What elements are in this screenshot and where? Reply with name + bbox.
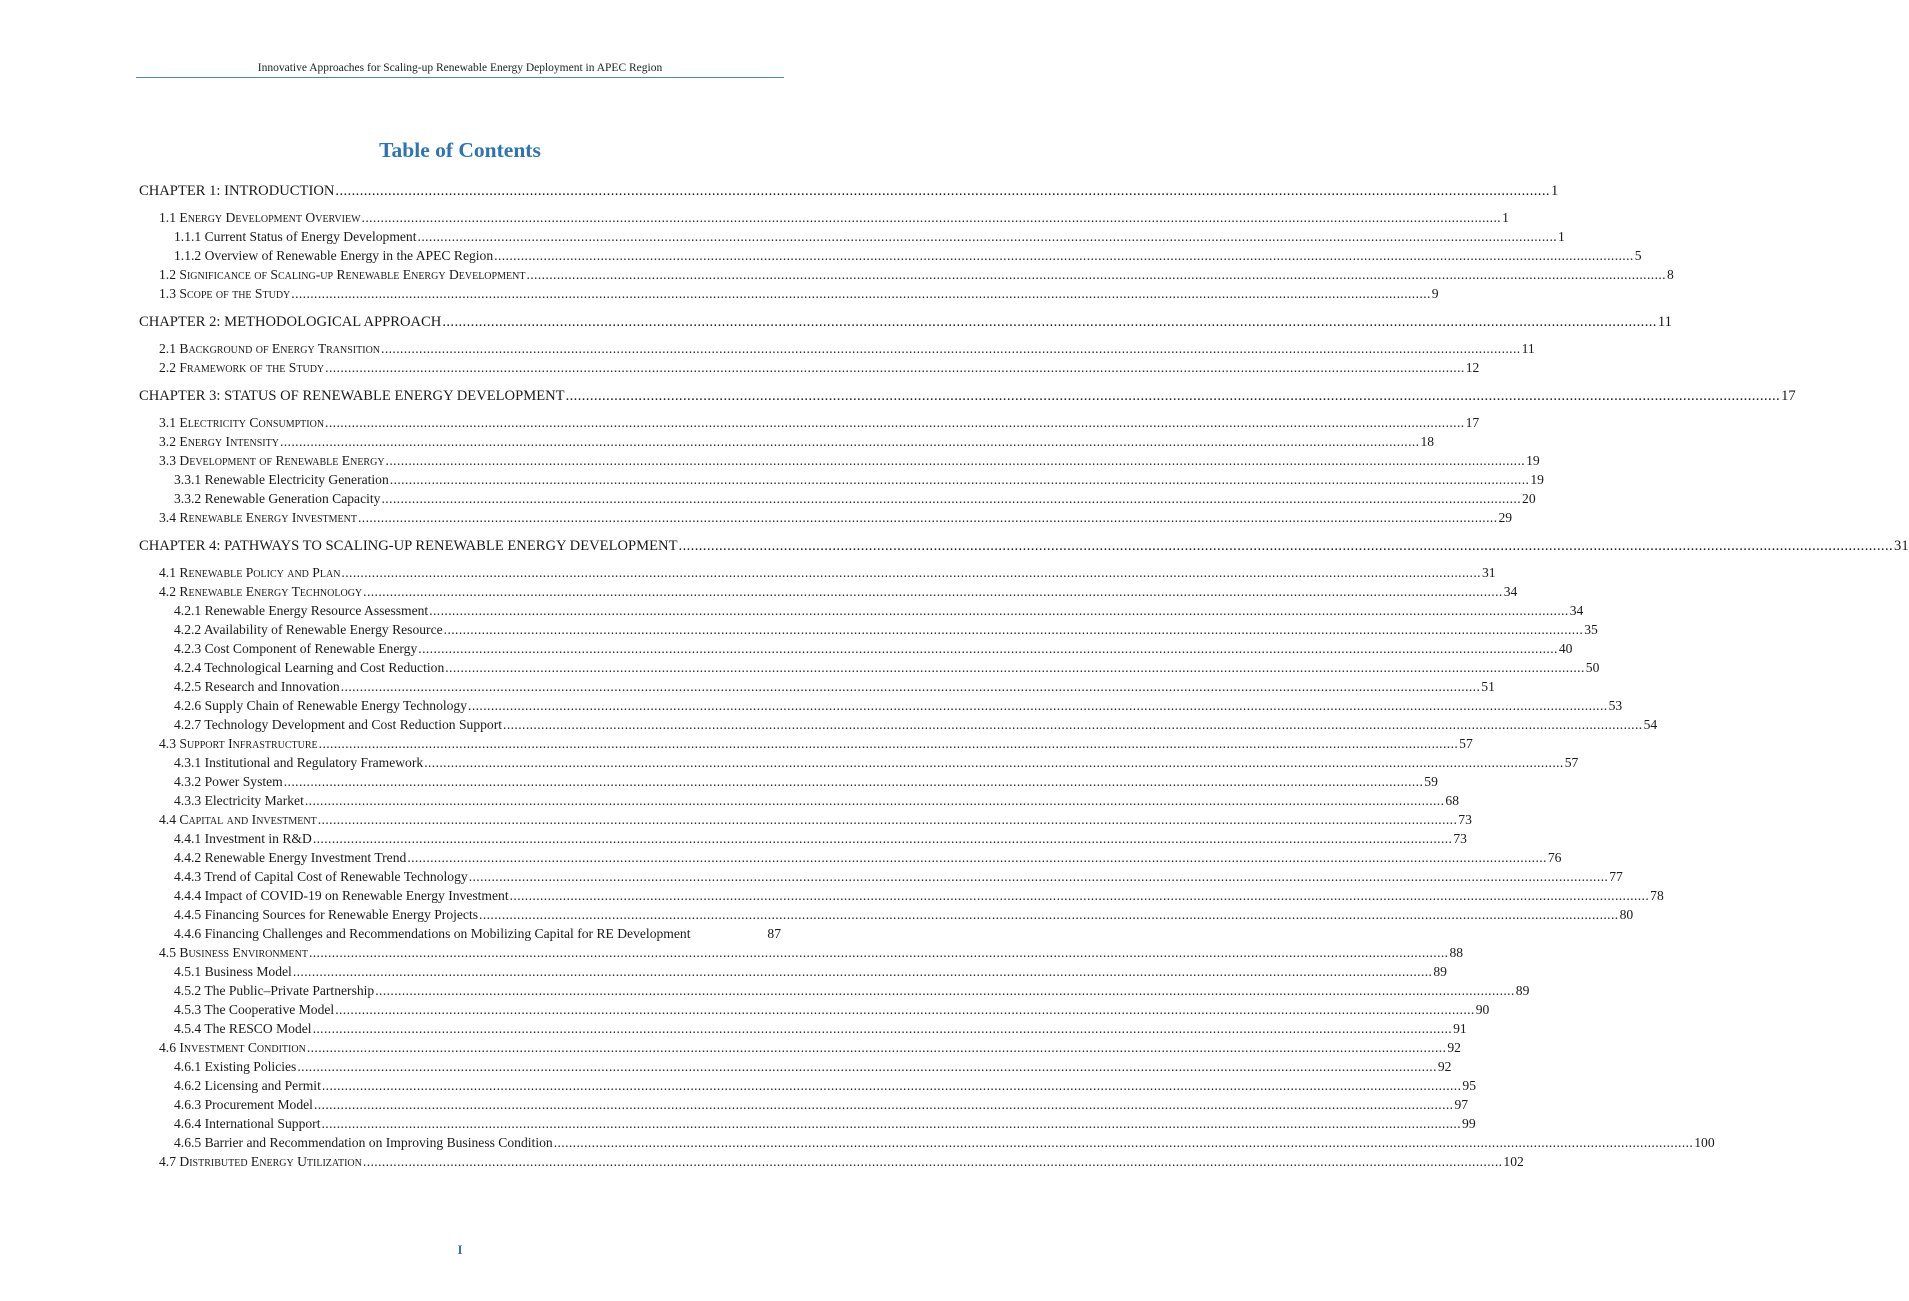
toc-subsection-entry[interactable] (139, 246, 1642, 265)
toc-dot-leader: ............................................................................................................................................................................................................................................................................................................ (385, 453, 1526, 468)
toc-entry-label: CHAPTER 1: INTRODUCTION (139, 183, 335, 199)
toc-dot-leader: ............................................................................................................................................................................................................................................................................................................ (445, 660, 1585, 675)
toc-entry-label: 4.3.3 Electricity Market (174, 793, 304, 808)
toc-subsection-entry[interactable] (139, 470, 1544, 489)
toc-subsection-entry[interactable] (139, 1095, 1469, 1114)
toc-dot-leader: ............................................................................................................................................................................................................................................................................................................ (468, 698, 1608, 713)
toc-entry-page: 51 (1481, 679, 1495, 694)
toc-section-entry[interactable] (139, 810, 1472, 829)
toc-dot-leader: ............................................................................................................................................................................................................................................................................................................ (362, 1154, 1503, 1169)
toc-dot-leader: ............................................................................................................................................................................................................................................................................................................ (361, 210, 1502, 225)
toc-dot-leader: ............................................................................................................................................................................................................................................................................................................ (318, 736, 1459, 751)
toc-entry-label: 4.2.7 Technology Development and Cost Reduction Support (174, 717, 503, 732)
toc-entry-label: 4.1 Renewable Policy and Plan (159, 565, 341, 580)
toc-subsection-entry[interactable] (139, 829, 1467, 848)
toc-section-entry[interactable] (139, 339, 1535, 358)
toc-entry-label: 4.4.5 Financing Sources for Renewable Energy Projects (174, 907, 479, 922)
toc-entry-page: 17 (1781, 388, 1796, 404)
toc-dot-leader: ............................................................................................................................................................................................................................................................................................................ (341, 565, 1481, 580)
toc-dot-leader: ............................................................................................................................................................................................................................................................................................................ (509, 888, 1650, 903)
toc-entry-page: 40 (1558, 641, 1573, 656)
toc-dot-leader: ............................................................................................................................................................................................................................................................................................................ (479, 907, 1619, 922)
toc-entry-page: 78 (1650, 888, 1664, 903)
toc-dot-leader: ............................................................................................................................................................................................................................................................................................................ (312, 1021, 1453, 1036)
toc-subsection-entry[interactable] (139, 962, 1447, 981)
toc-dot-leader: ............................................................................................................................................................................................................................................................................................................ (381, 341, 1521, 356)
toc-dot-leader: ............................................................................................................................................................................................................................................................................................................ (335, 183, 1550, 199)
toc-entry-label: 4.2.4 Technological Learning and Cost Reduction (174, 660, 445, 675)
toc-dot-leader: ............................................................................................................................................................................................................................................................................................................ (443, 622, 1584, 637)
toc-dot-leader: ............................................................................................................................................................................................................................................................................................................ (283, 774, 1424, 789)
toc-section-entry[interactable] (139, 208, 1509, 227)
toc-section-entry[interactable] (139, 358, 1480, 377)
toc-entry-page: 95 (1462, 1078, 1476, 1093)
toc-subsection-entry[interactable] (139, 601, 1584, 620)
toc-entry-label: 4.5.2 The Public–Private Partnership (174, 983, 375, 998)
toc-entry-page: 12 (1465, 360, 1480, 375)
toc-dot-leader: ............................................................................................................................................................................................................................................................................................................ (304, 793, 1445, 808)
toc-entry-page: 31 (1481, 565, 1496, 580)
toc-dot-leader: ............................................................................................................................................................................................................................................................................................................ (553, 1135, 1694, 1150)
toc-entry-label: 3.4 Renewable Energy Investment (159, 510, 357, 525)
toc-entry-page: 100 (1694, 1135, 1715, 1150)
toc-entry-label: 4.3 Support Infrastructure (159, 736, 318, 751)
toc-dot-leader: ............................................................................................................................................................................................................................................................................................................ (417, 229, 1558, 244)
toc-entry-label: 4.6 Investment Condition (159, 1040, 306, 1055)
toc-entry-label: 3.1 Electricity Consumption (159, 415, 325, 430)
toc-dot-leader: ............................................................................................................................................................................................................................................................................................................ (565, 388, 1781, 404)
toc-entry-label: 4.4.4 Impact of COVID-19 on Renewable Energy Investment (174, 888, 509, 903)
toc-entry-label: 4.6.2 Licensing and Permit (174, 1078, 321, 1093)
toc-section-entry[interactable] (139, 284, 1439, 303)
toc-entry-label: 2.2 Framework of the Study (159, 360, 325, 375)
toc-chapter-entry[interactable] (139, 386, 1796, 406)
toc-entry-label: 4.2.1 Renewable Energy Resource Assessment (174, 603, 429, 618)
toc-entry-page: 50 (1585, 660, 1600, 675)
toc-entry-label: 4.2 Renewable Energy Technology (159, 584, 363, 599)
toc-dot-leader: ............................................................................................................................................................................................................................................................................................................ (325, 415, 1465, 430)
toc-entry-label: 1.2 Significance of Scaling-up Renewable Energy Development (159, 267, 526, 282)
toc-section-entry[interactable] (139, 265, 1674, 284)
toc-dot-leader: ............................................................................................................................................................................................................................................................................................................ (325, 360, 1465, 375)
page-number: I (457, 1242, 463, 1257)
toc-entry-label: CHAPTER 2: METHODOLOGICAL APPROACH (139, 314, 442, 330)
toc-subsection-entry[interactable] (139, 677, 1495, 696)
toc-entry-page: 92 (1437, 1059, 1452, 1074)
toc-chapter-entry[interactable] (139, 181, 1559, 201)
header-rule (136, 77, 784, 78)
toc-dot-leader: ............................................................................................................................................................................................................................................................................................................ (308, 945, 1449, 960)
toc-entry-page: 29 (1498, 510, 1513, 525)
toc-subsection-entry[interactable] (139, 1076, 1476, 1095)
toc-entry-page: 73 (1453, 831, 1467, 846)
toc-dot-leader: ............................................................................................................................................................................................................................................................................................................ (389, 472, 1530, 487)
running-header: Innovative Approaches for Scaling-up Renewable Energy Deployment in APEC Region (257, 62, 663, 74)
toc-dot-leader: ............................................................................................................................................................................................................................................................................................................ (321, 1078, 1462, 1093)
toc-entry-label: 1.3 Scope of the Study (159, 286, 291, 301)
toc-entry-page: 99 (1462, 1116, 1476, 1131)
toc-entry-label: 3.2 Energy Intensity (159, 434, 279, 449)
toc-section-entry[interactable] (139, 943, 1464, 962)
toc-section-entry[interactable] (139, 432, 1435, 451)
toc-entry-label: 4.4.2 Renewable Energy Investment Trend (174, 850, 407, 865)
toc-subsection-entry[interactable] (139, 1133, 1715, 1152)
toc-subsection-entry[interactable] (139, 227, 1565, 246)
toc-dot-leader: ............................................................................................................................................................................................................................................................................................................ (340, 679, 1481, 694)
toc-entry-page: 88 (1449, 945, 1464, 960)
toc-entry-page: 80 (1619, 907, 1634, 922)
toc-entry-label: 4.6.3 Procurement Model (174, 1097, 313, 1112)
toc-entry-page: 59 (1424, 774, 1438, 789)
toc-dot-leader: ............................................................................................................................................................................................................................................................................................................ (306, 1040, 1447, 1055)
toc-entry-page: 54 (1643, 717, 1658, 732)
toc-entry-label: 4.5.4 The RESCO Model (174, 1021, 312, 1036)
toc-dot-leader: ............................................................................................................................................................................................................................................................................................................ (279, 434, 1420, 449)
toc-section-entry[interactable] (139, 734, 1473, 753)
toc-entry-page: 76 (1547, 850, 1562, 865)
toc-entry-label: 3.3.2 Renewable Generation Capacity (174, 491, 381, 506)
toc-dot-leader: ............................................................................................................................................................................................................................................................................................................ (442, 314, 1657, 330)
toc-subsection-entry[interactable] (139, 620, 1598, 639)
toc-entry-label: 4.4.1 Investment in R&D (174, 831, 312, 846)
toc-entry-page: 11 (1657, 314, 1672, 330)
toc-entry-label: 4.2.6 Supply Chain of Renewable Energy Technology (174, 698, 468, 713)
toc-section-entry[interactable] (139, 508, 1513, 527)
toc-dot-leader: ............................................................................................................................................................................................................................................................................................................ (335, 1002, 1475, 1017)
toc-section-entry[interactable] (139, 413, 1480, 432)
toc-entry-label: CHAPTER 4: PATHWAYS TO SCALING-UP RENEWABLE ENERGY DEVELOPMENT (139, 538, 678, 554)
toc-entry-page: 19 (1530, 472, 1544, 487)
toc-entry-label: 4.5 Business Environment (159, 945, 308, 960)
toc-entry-page: 1 (1502, 210, 1509, 225)
toc-entry-label: 4.4 Capital and Investment (159, 812, 317, 827)
toc-entry-page: 31 (1894, 538, 1909, 554)
toc-dot-leader: ............................................................................................................................................................................................................................................................................................................ (503, 717, 1643, 732)
toc-entry-page: 1 (1550, 183, 1559, 199)
toc-dot-leader: ............................................................................................................................................................................................................................................................................................................ (292, 964, 1433, 979)
toc-section-entry[interactable] (139, 1152, 1524, 1171)
toc-entry-label: 1.1 Energy Development Overview (159, 210, 361, 225)
toc-subsection-entry[interactable] (139, 1057, 1452, 1076)
toc-entry-label: 1.1.2 Overview of Renewable Energy in the APEC Region (174, 248, 494, 263)
toc-dot-leader: ............................................................................................................................................................................................................................................................................................................ (429, 603, 1569, 618)
toc-entry-page: 87 (767, 926, 781, 941)
toc-subsection-entry[interactable] (139, 791, 1459, 810)
toc-entry-page: 89 (1515, 983, 1530, 998)
toc-dot-leader: ............................................................................................................................................................................................................................................................................................................ (381, 491, 1522, 506)
toc-dot-leader: ............................................................................................................................................................................................................................................................................................................ (321, 1116, 1462, 1131)
toc-entry-page: 5 (1634, 248, 1642, 263)
toc-entry-page: 57 (1564, 755, 1579, 770)
toc-entry-page: 73 (1458, 812, 1472, 827)
toc-entry-page: 102 (1503, 1154, 1524, 1169)
toc-subsection-entry[interactable] (139, 1114, 1476, 1133)
toc-entry-label: CHAPTER 3: STATUS OF RENEWABLE ENERGY DEVELOPMENT (139, 388, 565, 404)
toc-entry-label: 4.3.2 Power System (174, 774, 283, 789)
toc-subsection-entry[interactable] (139, 981, 1530, 1000)
toc-subsection-entry[interactable] (139, 924, 781, 943)
toc-entry-page: 91 (1453, 1021, 1467, 1036)
toc-entry-label: 4.6.1 Existing Policies (174, 1059, 297, 1074)
toc-dot-leader: ............................................................................................................................................................................................................................................................................................................ (407, 850, 1547, 865)
toc-entry-label: 4.5.3 The Cooperative Model (174, 1002, 335, 1017)
toc-entry-page: 20 (1522, 491, 1536, 506)
toc-dot-leader: ............................................................................................................................................................................................................................................................................................................ (494, 248, 1634, 263)
toc-entry-label: 3.3.1 Renewable Electricity Generation (174, 472, 389, 487)
toc-dot-leader: ............................................................................................................................................................................................................................................................................................................ (468, 869, 1609, 884)
toc-dot-leader: ............................................................................................................................................................................................................................................................................................................ (363, 584, 1503, 599)
toc-entry-page: 89 (1433, 964, 1447, 979)
toc-entry-label: 4.6.4 International Support (174, 1116, 321, 1131)
toc-section-entry[interactable] (139, 563, 1496, 582)
toc-subsection-entry[interactable] (139, 658, 1600, 677)
toc-entry-label: 3.3 Development of Renewable Energy (159, 453, 385, 468)
toc-entry-label: 4.3.1 Institutional and Regulatory Framework (174, 755, 424, 770)
toc-dot-leader: ............................................................................................................................................................................................................................................................................................................ (317, 812, 1458, 827)
toc-entry-page: 97 (1454, 1097, 1469, 1112)
toc-subsection-entry[interactable] (139, 715, 1658, 734)
toc-dot-leader: ............................................................................................................................................................................................................................................................................................................ (418, 641, 1558, 656)
toc-entry-page: 77 (1609, 869, 1623, 884)
toc-entry-label: 1.1.1 Current Status of Energy Development (174, 229, 417, 244)
toc-entry-page: 1 (1558, 229, 1565, 244)
toc-subsection-entry[interactable] (139, 639, 1573, 658)
toc-entry-page: 68 (1445, 793, 1459, 808)
toc-entry-page: 35 (1584, 622, 1598, 637)
toc-entry-page: 90 (1475, 1002, 1490, 1017)
toc-entry-page: 34 (1503, 584, 1518, 599)
toc-chapter-entry[interactable] (139, 536, 1909, 556)
toc-entry-label: 4.6.5 Barrier and Recommendation on Improving Business Condition (174, 1135, 553, 1150)
toc-dot-leader: ............................................................................................................................................................................................................................................................................................................ (291, 286, 1431, 301)
toc-section-entry[interactable] (139, 451, 1540, 470)
toc-entry-label: 4.2.5 Research and Innovation (174, 679, 340, 694)
toc-subsection-entry[interactable] (139, 905, 1634, 924)
toc-entry-label: 4.4.6 Financing Challenges and Recommendations on Mobilizing Capital for RE Development (174, 926, 691, 941)
toc-subsection-entry[interactable] (139, 1019, 1467, 1038)
toc-dot-leader: ............................................................................................................................................................................................................................................................................................................ (357, 510, 1498, 525)
toc-entry-page: 92 (1447, 1040, 1461, 1055)
toc-entry-label: 4.2.3 Cost Component of Renewable Energy (174, 641, 418, 656)
table-of-contents (139, 181, 1909, 1171)
toc-dot-leader: ............................................................................................................................................................................................................................................................................................................ (375, 983, 1515, 998)
toc-subsection-entry[interactable] (139, 489, 1536, 508)
toc-subsection-entry[interactable] (139, 696, 1623, 715)
toc-entry-page: 57 (1459, 736, 1473, 751)
toc-entry-label: 4.2.2 Availability of Renewable Energy Resource (174, 622, 443, 637)
toc-entry-page: 11 (1521, 341, 1535, 356)
toc-entry-page: 34 (1569, 603, 1584, 618)
toc-subsection-entry[interactable] (139, 753, 1579, 772)
toc-dot-leader: ............................................................................................................................................................................................................................................................................................................ (678, 538, 1894, 554)
toc-entry-page: 8 (1666, 267, 1674, 282)
page-title: Table of Contents (379, 138, 541, 162)
toc-chapter-entry[interactable] (139, 312, 1672, 332)
toc-dot-leader: ............................................................................................................................................................................................................................................................................................................ (526, 267, 1666, 282)
toc-entry-label: 4.4.3 Trend of Capital Cost of Renewable Technology (174, 869, 468, 884)
toc-entry-page: 17 (1465, 415, 1480, 430)
toc-dot-leader: ............................................................................................................................................................................................................................................................................................................ (312, 831, 1453, 846)
toc-subsection-entry[interactable] (139, 1000, 1490, 1019)
toc-subsection-entry[interactable] (139, 848, 1562, 867)
toc-subsection-entry[interactable] (139, 886, 1664, 905)
toc-dot-leader: ............................................................................................................................................................................................................................................................................................................ (297, 1059, 1437, 1074)
toc-entry-page: 9 (1431, 286, 1439, 301)
toc-entry-label: 4.5.1 Business Model (174, 964, 292, 979)
toc-entry-label: 2.1 Background of Energy Transition (159, 341, 381, 356)
toc-entry-page: 53 (1608, 698, 1623, 713)
toc-section-entry[interactable] (139, 582, 1518, 601)
toc-entry-page: 18 (1420, 434, 1435, 449)
toc-dot-leader: ............................................................................................................................................................................................................................................................................................................ (313, 1097, 1454, 1112)
toc-section-entry[interactable] (139, 1038, 1461, 1057)
toc-subsection-entry[interactable] (139, 867, 1623, 886)
toc-dot-leader: ............................................................................................................................................................................................................................................................................................................ (424, 755, 1564, 770)
toc-entry-label: 4.7 Distributed Energy Utilization (159, 1154, 362, 1169)
toc-entry-page: 19 (1526, 453, 1540, 468)
toc-subsection-entry[interactable] (139, 772, 1438, 791)
